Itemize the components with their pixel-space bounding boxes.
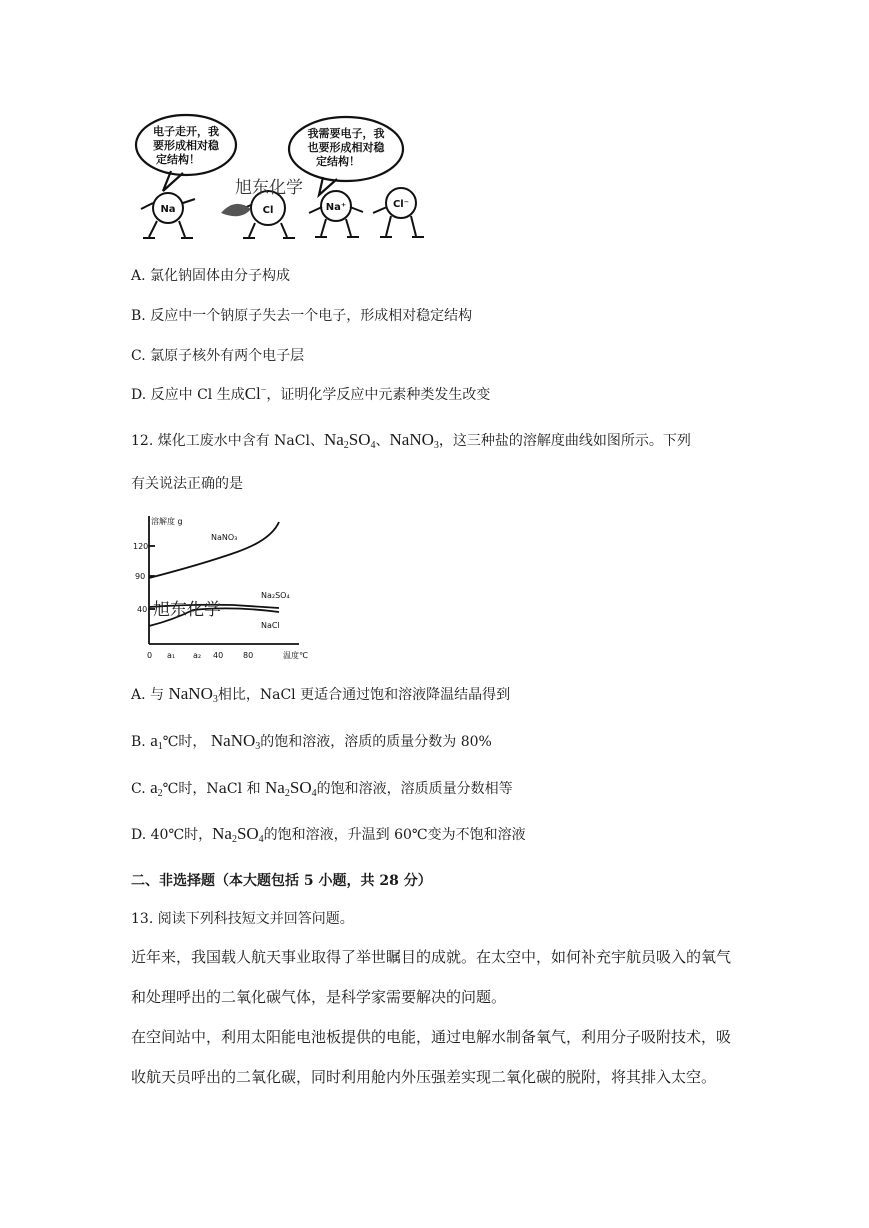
q12-stem-suffix: ，这三种盐的溶解度曲线如图所示。下列 <box>438 433 691 449</box>
label-cl: Cl <box>262 205 274 216</box>
chloride-charge: − <box>260 384 267 396</box>
q11-option-a: A. 氯化钠固体由分子构成 <box>131 268 291 284</box>
x-tick-label: a₁ <box>167 651 176 660</box>
q12-c-prefix: C. <box>131 781 146 797</box>
chloride-ion <box>245 384 267 403</box>
x-axis-label: 温度℃ <box>283 651 308 660</box>
formula-nano3: NaNO$_3$ <box>210 731 261 752</box>
q12-d-suffix: 的饱和溶液，升温到 60℃变为不饱和溶液 <box>263 827 526 843</box>
q12-stem: 12. 煤化工废水中含有 NaCl、$Na_2SO_4$、NaNO$_3$，这三种盐的溶解度曲线如图所示。下列 <box>131 430 691 451</box>
label-cl-ion: Cl⁻ <box>392 199 410 210</box>
passage-p1-line-1: 近年来，我国载人航天事业取得了举世瞩目的成就。在太空中，如何补充宇航员吸入的氧气 <box>131 948 732 966</box>
flying-electron-figure <box>221 204 251 216</box>
bubble-left-line-3: 定结构！ <box>156 153 200 166</box>
formula-nano3: NaNO$_3$ <box>168 684 218 705</box>
series-label-nacl: NaCl <box>261 621 280 630</box>
passage-p1-line-2: 和处理呼出的二氧化碳气体，是科学家需要解决的问题。 <box>131 988 507 1006</box>
passage-p2-line-1: 在空间站中，利用太阳能电池板提供的电能，通过电解水制备氧气，利用分子吸附技术，吸 <box>131 1028 732 1046</box>
q12-b-mid: ℃时， <box>162 734 207 750</box>
bubble-left-line-2: 要形成相对稳 <box>153 139 219 152</box>
chloride-symbol: Cl <box>244 384 261 403</box>
formula-na2so4: $Na_2SO_4$ <box>265 778 317 799</box>
y-tick-label: 40 <box>137 605 148 614</box>
q11-option-b: B. 反应中一个钠原子失去一个电子，形成相对稳定结构 <box>131 308 473 324</box>
chart-watermark: 旭东化学 <box>153 600 221 620</box>
bubble-left-line-1: 电子走开，我 <box>153 125 219 138</box>
solubility-chart <box>133 512 308 664</box>
q12-a-prefix: A. 与 <box>131 687 165 703</box>
q12-d-prefix: D. 40℃时， <box>131 827 213 843</box>
q12-stem-prefix: 12. 煤化工废水中含有 NaCl、 <box>131 433 324 449</box>
temp-a2: $a_2$ <box>150 778 163 799</box>
q11-d-suffix: ，证明化学反应中元素种类发生改变 <box>266 387 491 403</box>
passage-p2-line-2: 收航天员呼出的二氧化碳，同时利用舱内外压强差实现二氧化碳的脱附，将其排入太空。 <box>131 1068 717 1086</box>
bubble-right-line-1: 我需要电子，我 <box>307 127 385 140</box>
y-tick-label: 90 <box>135 572 146 581</box>
y-axis-label: 溶解度 g <box>151 517 183 526</box>
curve-nano3 <box>149 522 279 578</box>
q12-b-suffix: 的饱和溶液，溶质的质量分数为 80% <box>260 734 492 750</box>
label-na: Na <box>160 204 176 215</box>
q12-c-mid: ℃时，NaCl 和 <box>162 781 261 797</box>
q12-option-c <box>131 778 513 799</box>
label-na-ion: Na⁺ <box>325 202 347 213</box>
series-label-na2so4: Na₂SO₄ <box>261 591 290 600</box>
y-tick-label: 120 <box>133 542 149 551</box>
q12-a-suffix: 相比，NaCl 更适合通过饱和溶液降温结晶得到 <box>217 687 511 703</box>
q12-c-suffix: 的饱和溶液，溶质质量分数相等 <box>316 781 513 797</box>
bubble-right-line-2: 也要形成相对稳 <box>307 141 385 154</box>
q12-option-a <box>131 684 510 705</box>
q12-option-b <box>131 731 492 752</box>
x-tick-label: 0 <box>147 651 153 660</box>
temp-a1: $a_1$ <box>150 731 163 752</box>
x-tick-label: 80 <box>243 651 254 660</box>
formula-nano3: NaNO$_3$ <box>389 430 439 451</box>
ion-formation-cartoon <box>133 113 427 243</box>
q12-b-prefix: B. <box>131 734 146 750</box>
q12-stem-line-2: 有关说法正确的是 <box>131 476 243 492</box>
q11-option-d <box>131 384 490 404</box>
q11-option-c: C. 氯原子核外有两个电子层 <box>131 348 305 364</box>
q12-option-d <box>131 824 526 845</box>
series-label-nano3: NaNO₃ <box>211 533 238 542</box>
formula-na2so4: $Na_2SO_4$ <box>212 824 264 845</box>
x-tick-label: a₂ <box>193 651 202 660</box>
formula-na2so4: $Na_2SO_4$ <box>323 430 376 451</box>
q13-stem: 13. 阅读下列科技短文并回答问题。 <box>131 911 354 927</box>
bubble-right-line-3: 定结构！ <box>316 155 360 168</box>
section-2-heading: 二、非选择题（本大题包括 5 小题，共 28 分） <box>131 873 432 889</box>
watermark: 旭东化学 <box>235 178 303 198</box>
q11-d-prefix: D. 反应中 Cl 生成 <box>131 387 245 403</box>
x-tick-label: 40 <box>213 651 224 660</box>
